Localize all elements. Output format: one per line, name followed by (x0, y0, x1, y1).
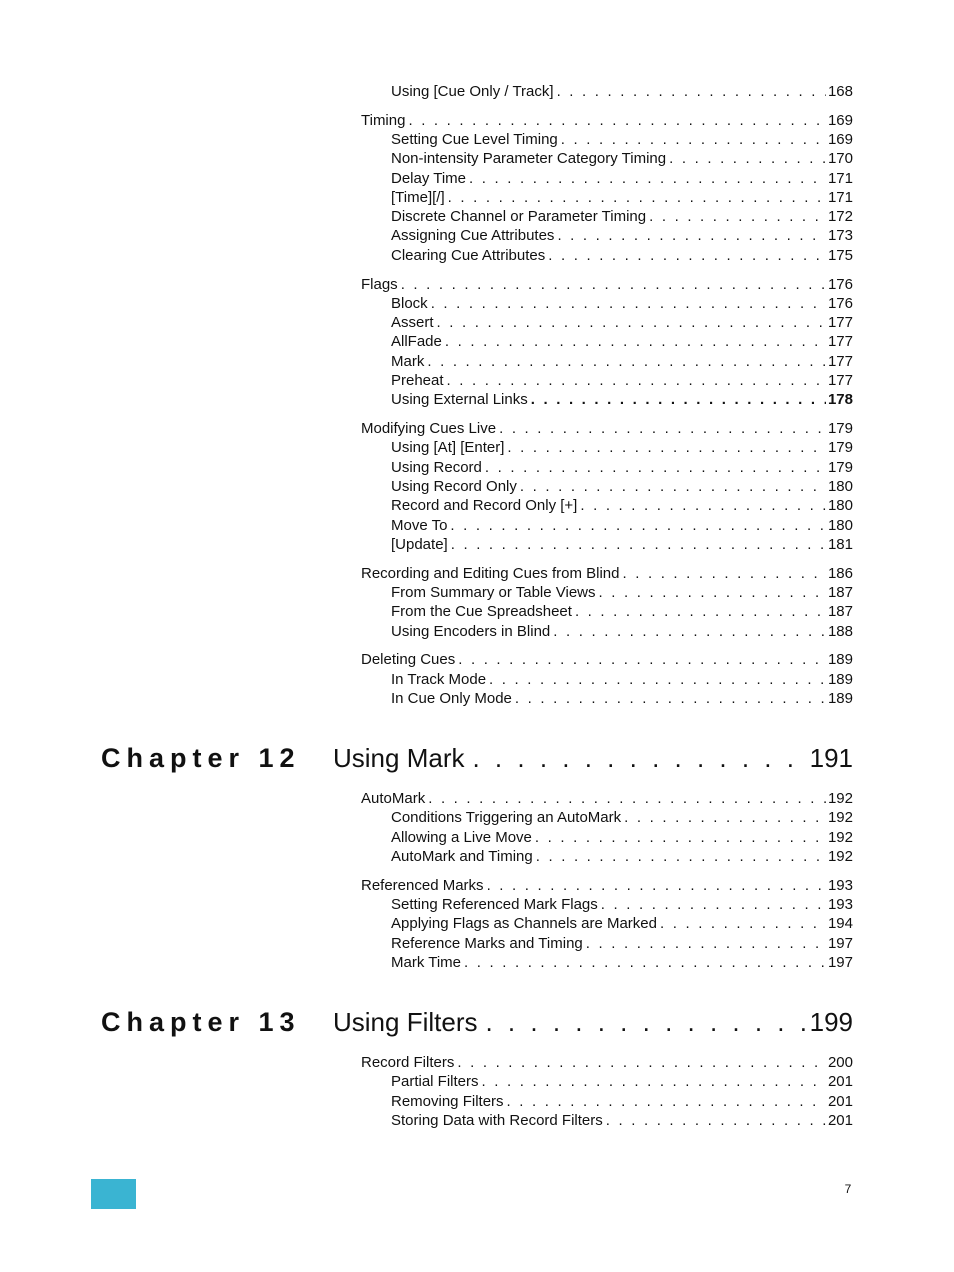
toc-entry[interactable] (391, 207, 853, 226)
dot-leader (535, 828, 826, 847)
toc-entry-page: 172 (827, 208, 853, 225)
dot-leader (464, 953, 826, 972)
toc-entry-title: Non-intensity Parameter Category Timing (391, 150, 667, 167)
toc-entry[interactable] (391, 828, 853, 847)
toc-entry-title: From the Cue Spreadsheet (391, 603, 572, 620)
toc-entry[interactable] (361, 789, 853, 808)
toc-entry[interactable] (391, 438, 853, 457)
toc-entry-title: Discrete Channel or Parameter Timing (391, 208, 647, 225)
toc-entry-page: 197 (827, 954, 853, 971)
chapter-page: 199 (809, 1007, 853, 1037)
dot-leader (575, 602, 826, 621)
toc-entry[interactable] (361, 419, 853, 438)
dot-leader (447, 371, 826, 390)
toc-entry[interactable] (391, 458, 853, 477)
toc-entry[interactable] (391, 496, 853, 515)
toc-entry-page: 192 (827, 829, 853, 846)
toc-entry-title: Move To (391, 517, 448, 534)
toc-entry-page: 177 (827, 353, 853, 370)
toc-entry-page: 180 (827, 517, 853, 534)
dot-leader (445, 332, 826, 351)
toc-entry[interactable] (361, 111, 853, 130)
toc-entry-title: Conditions Triggering an AutoMark (391, 809, 622, 826)
dot-leader (485, 458, 826, 477)
dot-leader (599, 583, 826, 602)
dot-leader (557, 226, 826, 245)
toc-entry-title: AllFade (391, 333, 442, 350)
toc-entry-page: 171 (827, 189, 853, 206)
toc-entry-title: Record and Record Only [+] (391, 497, 578, 514)
chapter-title[interactable] (333, 741, 853, 775)
toc-entry[interactable] (391, 313, 853, 332)
toc-entry-title: Recording and Editing Cues from Blind (361, 565, 620, 582)
toc-entry-title: Timing (361, 112, 406, 129)
chapter-title-text: Using Filters (333, 1007, 478, 1037)
toc-entry-page: 171 (827, 170, 853, 187)
toc-entry-title: Using External Links (391, 391, 528, 408)
toc-entry[interactable] (391, 169, 853, 188)
toc-entry-page: 177 (827, 314, 853, 331)
toc-entry[interactable] (391, 583, 853, 602)
dot-leader (606, 1111, 826, 1130)
toc-entry[interactable] (391, 1092, 853, 1111)
toc-entry-page: 177 (827, 372, 853, 389)
toc-entry-page: 188 (827, 623, 853, 640)
toc-entry-page: 201 (827, 1112, 853, 1129)
toc-entry-page: 189 (827, 690, 853, 707)
toc-entry-page: 197 (827, 935, 853, 952)
toc-entry-title: Removing Filters (391, 1093, 504, 1110)
dot-leader (586, 934, 826, 953)
toc-entry-page: 179 (827, 459, 853, 476)
toc-entry[interactable] (391, 390, 853, 409)
toc-entry[interactable] (391, 953, 853, 972)
toc-entry-title: Storing Data with Record Filters (391, 1112, 603, 1129)
toc-entry-title: Setting Cue Level Timing (391, 131, 558, 148)
page-number: 7 (844, 1182, 852, 1196)
footer-accent-bar (91, 1179, 136, 1209)
toc-entry[interactable] (361, 650, 853, 669)
dot-leader (553, 622, 826, 641)
dot-leader (408, 111, 826, 130)
dot-leader (401, 275, 826, 294)
toc-entry-page: 200 (827, 1054, 853, 1071)
dot-leader (660, 914, 826, 933)
toc-entry-page: 189 (827, 651, 853, 668)
toc-entry[interactable] (391, 352, 853, 371)
toc-entry[interactable] (391, 516, 853, 535)
dot-leader (649, 207, 826, 226)
toc-entry[interactable] (391, 1072, 853, 1091)
toc-entry-title: Applying Flags as Channels are Marked (391, 915, 657, 932)
dot-leader (507, 1092, 826, 1111)
toc-entry[interactable] (361, 876, 853, 895)
toc-entry[interactable] (391, 332, 853, 351)
toc-entry-title: Mark Time (391, 954, 462, 971)
dot-leader (489, 670, 826, 689)
toc-entry[interactable] (391, 149, 853, 168)
chapter-page: 191 (809, 743, 853, 773)
toc-entry-title: Referenced Marks (361, 877, 484, 894)
toc-entry-title: Mark (391, 353, 425, 370)
toc-entry[interactable] (391, 82, 853, 101)
toc-entry-page: 193 (827, 877, 853, 894)
dot-leader (485, 1005, 807, 1039)
toc-entry[interactable] (391, 934, 853, 953)
dot-leader (458, 650, 826, 669)
toc-entry-title: Clearing Cue Attributes (391, 247, 546, 264)
dot-leader (428, 789, 826, 808)
dot-leader (624, 808, 826, 827)
toc-entry-page: 176 (827, 295, 853, 312)
toc-entry-page: 192 (827, 848, 853, 865)
toc-entry-page: 169 (827, 112, 853, 129)
chapter-label: Chapter 12 (101, 743, 301, 773)
toc-entry-page: 187 (827, 584, 853, 601)
toc-entry[interactable] (361, 1053, 853, 1072)
dot-leader (507, 438, 826, 457)
toc-entry-title: Assigning Cue Attributes (391, 227, 555, 244)
toc-entry[interactable] (361, 275, 853, 294)
dot-leader (448, 188, 826, 207)
toc-entry[interactable] (391, 914, 853, 933)
toc-entry-title: Preheat (391, 372, 444, 389)
toc-entry-page: 180 (827, 478, 853, 495)
dot-leader (482, 1072, 826, 1091)
toc-entry-page: 187 (827, 603, 853, 620)
toc-entry-page: 201 (827, 1093, 853, 1110)
dot-leader (580, 496, 826, 515)
toc-entry-page: 179 (827, 420, 853, 437)
dot-leader (472, 741, 807, 775)
dot-leader (548, 246, 826, 265)
toc-entry-page: 201 (827, 1073, 853, 1090)
dot-leader (536, 847, 826, 866)
toc-entry[interactable] (391, 246, 853, 265)
toc-entry-title: Record Filters (361, 1054, 455, 1071)
toc-entry-title: Using Record Only (391, 478, 517, 495)
toc-entry-page: 178 (827, 391, 853, 408)
dot-leader (531, 390, 826, 409)
dot-leader (499, 419, 826, 438)
dot-leader (450, 516, 826, 535)
dot-leader (437, 313, 826, 332)
dot-leader (622, 564, 825, 583)
toc-entry-title: Partial Filters (391, 1073, 479, 1090)
toc-entry[interactable] (391, 1111, 853, 1130)
toc-entry-page: 179 (827, 439, 853, 456)
toc-entry-title: Setting Referenced Mark Flags (391, 896, 598, 913)
dot-leader (561, 130, 826, 149)
toc-entry-title: Block (391, 295, 428, 312)
toc-entry-title: Assert (391, 314, 434, 331)
toc-entry-title: Allowing a Live Move (391, 829, 532, 846)
toc-entry[interactable] (391, 622, 853, 641)
toc-entry[interactable] (391, 670, 853, 689)
toc-entry[interactable] (391, 602, 853, 621)
toc-entry[interactable] (391, 689, 853, 708)
toc-entry[interactable] (391, 294, 853, 313)
toc-entry[interactable] (391, 188, 853, 207)
toc-entry-title: Using [Cue Only / Track] (391, 83, 554, 100)
toc-entry-page: 169 (827, 131, 853, 148)
dot-leader (601, 895, 826, 914)
toc-entry-page: 173 (827, 227, 853, 244)
toc-entry-title: Modifying Cues Live (361, 420, 497, 437)
chapter-label: Chapter 13 (101, 1007, 301, 1037)
toc-entry-page: 186 (827, 565, 853, 582)
toc-entry-title: Using Encoders in Blind (391, 623, 551, 640)
chapter-title-text: Using Mark (333, 743, 465, 773)
toc-entry-page: 176 (827, 276, 853, 293)
toc-entry-page: 181 (827, 536, 853, 553)
toc-entry-title: Using [At] [Enter] (391, 439, 505, 456)
toc-entry-title: AutoMark (361, 790, 426, 807)
chapter-title[interactable] (333, 1005, 853, 1039)
dot-leader (431, 294, 826, 313)
toc-entry-title: In Cue Only Mode (391, 690, 512, 707)
dot-leader (669, 149, 826, 168)
dot-leader (451, 535, 826, 554)
dot-leader (487, 876, 826, 895)
toc-entry-page: 175 (827, 247, 853, 264)
toc-entry-page: 170 (827, 150, 853, 167)
toc-entry-title: Delay Time (391, 170, 467, 187)
toc-entry-title: In Track Mode (391, 671, 487, 688)
toc-entry-page: 192 (827, 790, 853, 807)
toc-entry-page: 189 (827, 671, 853, 688)
toc-entry[interactable] (361, 564, 853, 583)
toc-entry-page: 180 (827, 497, 853, 514)
toc-entry[interactable] (391, 895, 853, 914)
toc-entry[interactable] (391, 130, 853, 149)
toc-entry-page: 194 (827, 915, 853, 932)
dot-leader (457, 1053, 826, 1072)
toc-entry[interactable] (391, 226, 853, 245)
toc-entry-page: 192 (827, 809, 853, 826)
toc-entry-title: Flags (361, 276, 398, 293)
dot-leader (515, 689, 826, 708)
dot-leader (520, 477, 826, 496)
toc-entry[interactable] (391, 808, 853, 827)
toc-entry-title: [Time][/] (391, 189, 445, 206)
toc-entry-page: 168 (827, 83, 853, 100)
toc-entry-title: Reference Marks and Timing (391, 935, 583, 952)
toc-entry[interactable] (391, 535, 853, 554)
dot-leader (469, 169, 826, 188)
toc-entry-title: Using Record (391, 459, 482, 476)
toc-entry-title: AutoMark and Timing (391, 848, 533, 865)
toc-entry[interactable] (391, 477, 853, 496)
dot-leader (557, 82, 826, 101)
toc-entry-title: [Update] (391, 536, 448, 553)
toc-entry-title: Deleting Cues (361, 651, 456, 668)
toc-entry[interactable] (391, 847, 853, 866)
toc-entry[interactable] (391, 371, 853, 390)
toc-entry-title: From Summary or Table Views (391, 584, 596, 601)
toc-entry-page: 177 (827, 333, 853, 350)
dot-leader (427, 352, 826, 371)
toc-entry-page: 193 (827, 896, 853, 913)
